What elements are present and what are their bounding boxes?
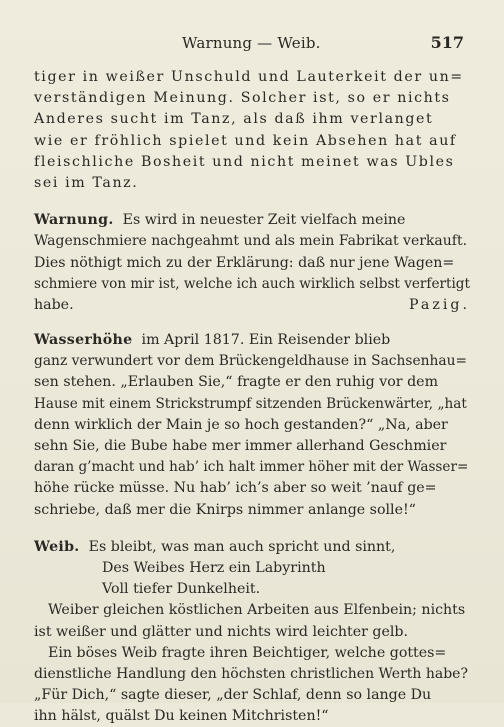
verse-line: Voll tiefer Dunkelheit. [102, 581, 261, 598]
text-line: Dies nöthigt mich zu der Erklärung: daß nur jene Wagen= [34, 254, 455, 271]
entry-warnung [34, 210, 470, 316]
text-line: habe. Pazig. [34, 295, 470, 316]
verse-line: Des Weibes Herz ein Labyrinth [102, 559, 326, 576]
text-line: denn wirklich der Main je so hoch gestanden?“ „Na, aber [34, 416, 448, 433]
text-line: schriebe, daß mer die Knirps nimmer anlange solle!“ [34, 501, 416, 518]
intro-paragraph [34, 67, 470, 194]
section-gap [34, 316, 470, 330]
text-line: Wasserhöhe im April 1817. Ein Reisender blieb [34, 330, 470, 351]
text-line: ganz verwundert vor dem Brückengeldhause in Sachsenhau= [34, 353, 468, 370]
text-line: Wagenschmiere nachgeahmt und als mein Fabrikat verkauft. [34, 233, 468, 250]
entry-keyword: Warnung. [34, 212, 114, 229]
text-line: ihn hälst, quälst Du keinen Mitchristen!“ [34, 708, 329, 725]
text-line: Weiber gleichen köstlichen Arbeiten aus Elfenbein; nichts [48, 602, 466, 619]
section-gap [34, 521, 470, 537]
text-line: Hause mit einem Strickstrumpf sitzenden Brückenwärter, „hat [34, 395, 467, 412]
entry-keyword: Wasserhöhe [34, 332, 133, 349]
running-head: Warnung — Weib. [182, 34, 321, 52]
text-line: sei im Tanz. [34, 174, 139, 191]
text-line: tiger in weißer Unschuld und Lauterkeit der un= [34, 69, 464, 85]
text-line: sehn Sie, die Bube habe mer immer allerhand Geschmier [34, 438, 447, 454]
text-line: „Für Dich,“ sagte dieser, „der Schlaf, denn so lange Du [34, 687, 432, 704]
entry-keyword: Weib. [34, 538, 80, 555]
entry-weib [34, 537, 470, 727]
text-line: daran g’macht und hab’ ich halt immer höher mit der Wasser= [34, 459, 469, 476]
text-line: verständigen Meinung. Solcher ist, so er nichts [34, 90, 451, 107]
text-line: Ein böses Weib fragte ihren Beichtiger, welche gottes= [48, 644, 447, 661]
text-line: fleischliche Bosheit und nicht meinet was Ubles [34, 153, 455, 170]
page-header [0, 34, 504, 56]
page-body [34, 67, 470, 727]
text-line: sen stehen. „Erlauben Sie,“ fragte er den ruhig vor dem [34, 374, 439, 391]
page-number: 517 [430, 33, 464, 52]
section-gap [34, 194, 470, 210]
text-line: ist weißer und glätter und nichts wird leichter gelb. [34, 623, 409, 640]
signature: Pazig. [409, 296, 470, 313]
text-line: schmiere von mir ist, welche ich auch wirklich selbst verfertigt [34, 275, 470, 292]
text-line: Anderes sucht im Tanz, als daß ihm verlanget [34, 111, 434, 128]
text-line: höhe rücke müsse. Nu hab’ ich’s aber so weit ’nauf ge= [34, 480, 437, 497]
text-line: dienstliche Handlung den höchsten christlichen Werth habe? [34, 665, 468, 682]
text-line: Weib. Es bleibt, was man auch spricht und sinnt, [34, 537, 470, 558]
text-line: Warnung. Es wird in neuester Zeit vielfach meine [34, 210, 470, 231]
text-line: wie er fröhlich spielet und kein Absehen hat auf [34, 132, 457, 149]
entry-wasserhoehe [34, 330, 470, 521]
